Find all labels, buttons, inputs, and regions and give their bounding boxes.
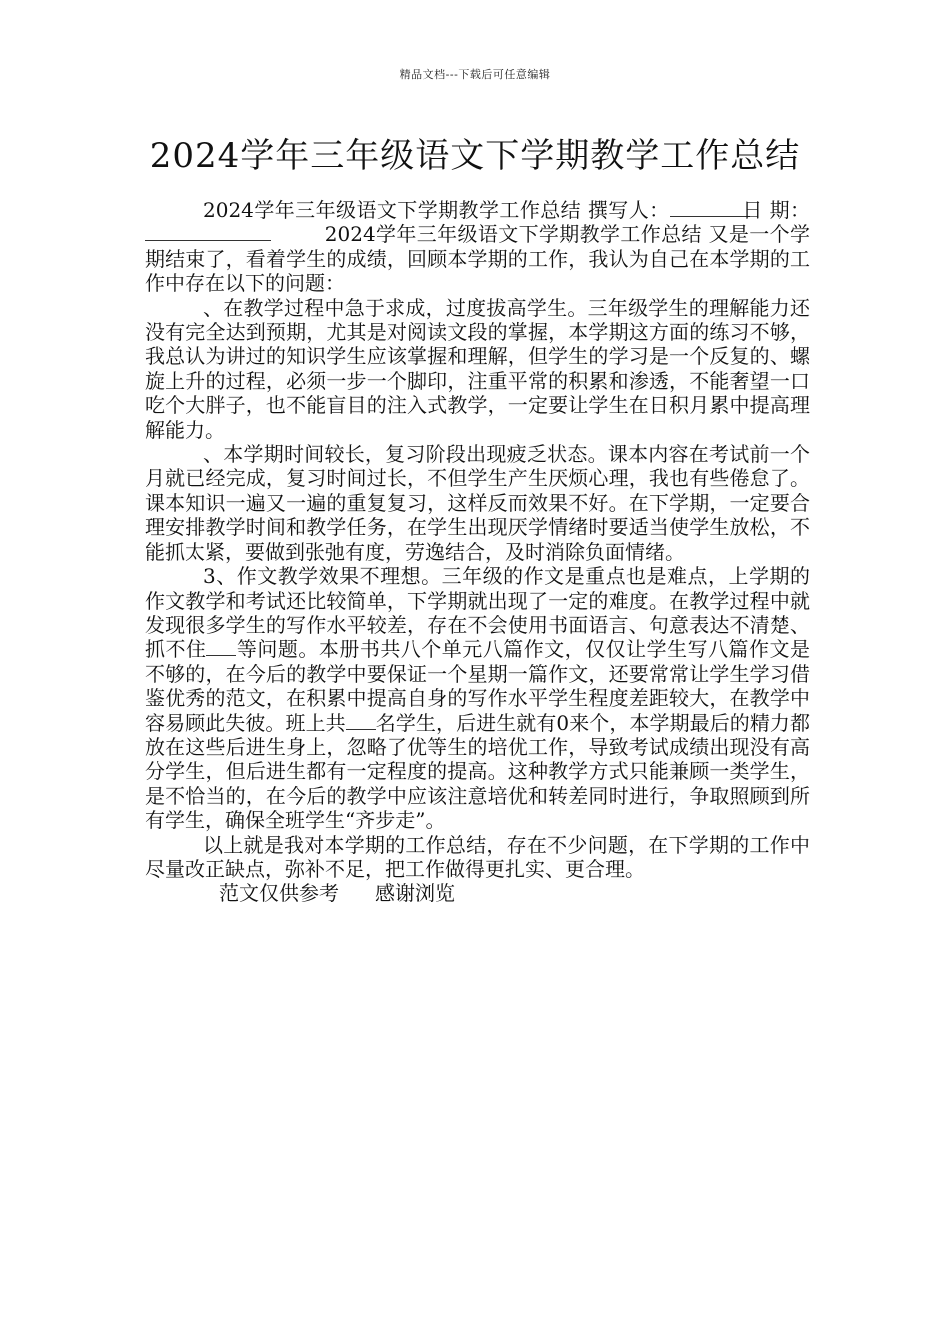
paragraph-3 — [145, 564, 810, 832]
date-blank — [145, 222, 271, 241]
closing-right: 感谢浏览 — [375, 881, 455, 906]
date-label: 日 期： — [742, 198, 810, 222]
paragraph-4: 以上就是我对本学期的工作总结，存在不少问题，在下学期的工作中尽量改正缺点，弥补不足，把工作做得更扎实、更合理。 — [145, 832, 810, 881]
student-count-blank — [346, 711, 376, 730]
paragraph-3-part-a: 3、作文教学效果不理想。三年级的作文是重点也是难点，上学期的作文教学和考试还比较简单，下学期就出现了一定的难度。在教学过程中就发现很多学生的写作水平较差，存在不会使用书面语言、句意表达不清楚、抓不住 — [145, 564, 810, 662]
intro-prefix: 2024学年三年级语文下学期教学工作总结 撰写人： — [203, 198, 670, 222]
closing-line — [145, 881, 810, 905]
intro-text: 2024学年三年级语文下学期教学工作总结 又是一个学期结束了，看着学生的成绩，回顾本学期的工作，我认为自己在本学期的工作中存在以下的问题： — [145, 222, 810, 296]
header-note: 精品文档---下载后可任意编辑 — [399, 68, 551, 81]
intro-paragraph — [145, 198, 810, 296]
author-blank-continued — [692, 198, 736, 217]
document-body — [145, 198, 810, 906]
problem-blank — [206, 637, 236, 656]
document-title: 2024学年三年级语文下学期教学工作总结 — [149, 136, 801, 176]
paragraph-2: 、本学期时间较长，复习阶段出现疲乏状态。课本内容在考试前一个月就已经完成，复习时间过长，不但学生产生厌烦心理，我也有些倦怠了。课本知识一遍又一遍的重复复习，这样反而效果不好。在下学期，一定要合理安排教学时间和教学任务，在学生出现厌学情绪时要适当使学生放松，不能抓太紧，要做到张弛有度，劳逸结合，及时消除负面情绪。 — [145, 442, 810, 564]
paragraph-1: 、在教学过程中急于求成，过度拔高学生。三年级学生的理解能力还没有完全达到预期，尤其是对阅读文段的掌握，本学期这方面的练习不够，我总认为讲过的知识学生应该掌握和理解，但学生的学习是一个反复的、螺旋上升的过程，必须一步一个脚印，注重平常的积累和渗透，不能奢望一口吃个大胖子，也不能盲目的注入式教学，一定要让学生在日积月累中提高理解能力。 — [145, 295, 810, 442]
closing-left: 范文仅供参考 — [219, 881, 339, 906]
paragraph-3-part-c: 名学生，后进生就有0来个，本学期最后的精力都放在这些后进生身上，忽略了优等生的培优工作，导致考试成绩出现没有高分学生，但后进生都有一定程度的提高。这种教学方式只能兼顾一类学生，是不恰当的，在今后的教学中应该注意培优和转差同时进行，争取照顾到所有学生，确保全班学生“齐步走”。 — [145, 710, 811, 833]
paragraph-3-part-b: 等问题。本册书共八个单元八篇作文，仅仅让学生写八篇作文是不够的，在今后的教学中要保证一个星期一篇作文，还要常常让学生学习借鉴优秀的范文，在积累中提高自身的写作水平学生程度差距较大，在教学中容易顾此失彼。班上共 — [145, 637, 811, 735]
